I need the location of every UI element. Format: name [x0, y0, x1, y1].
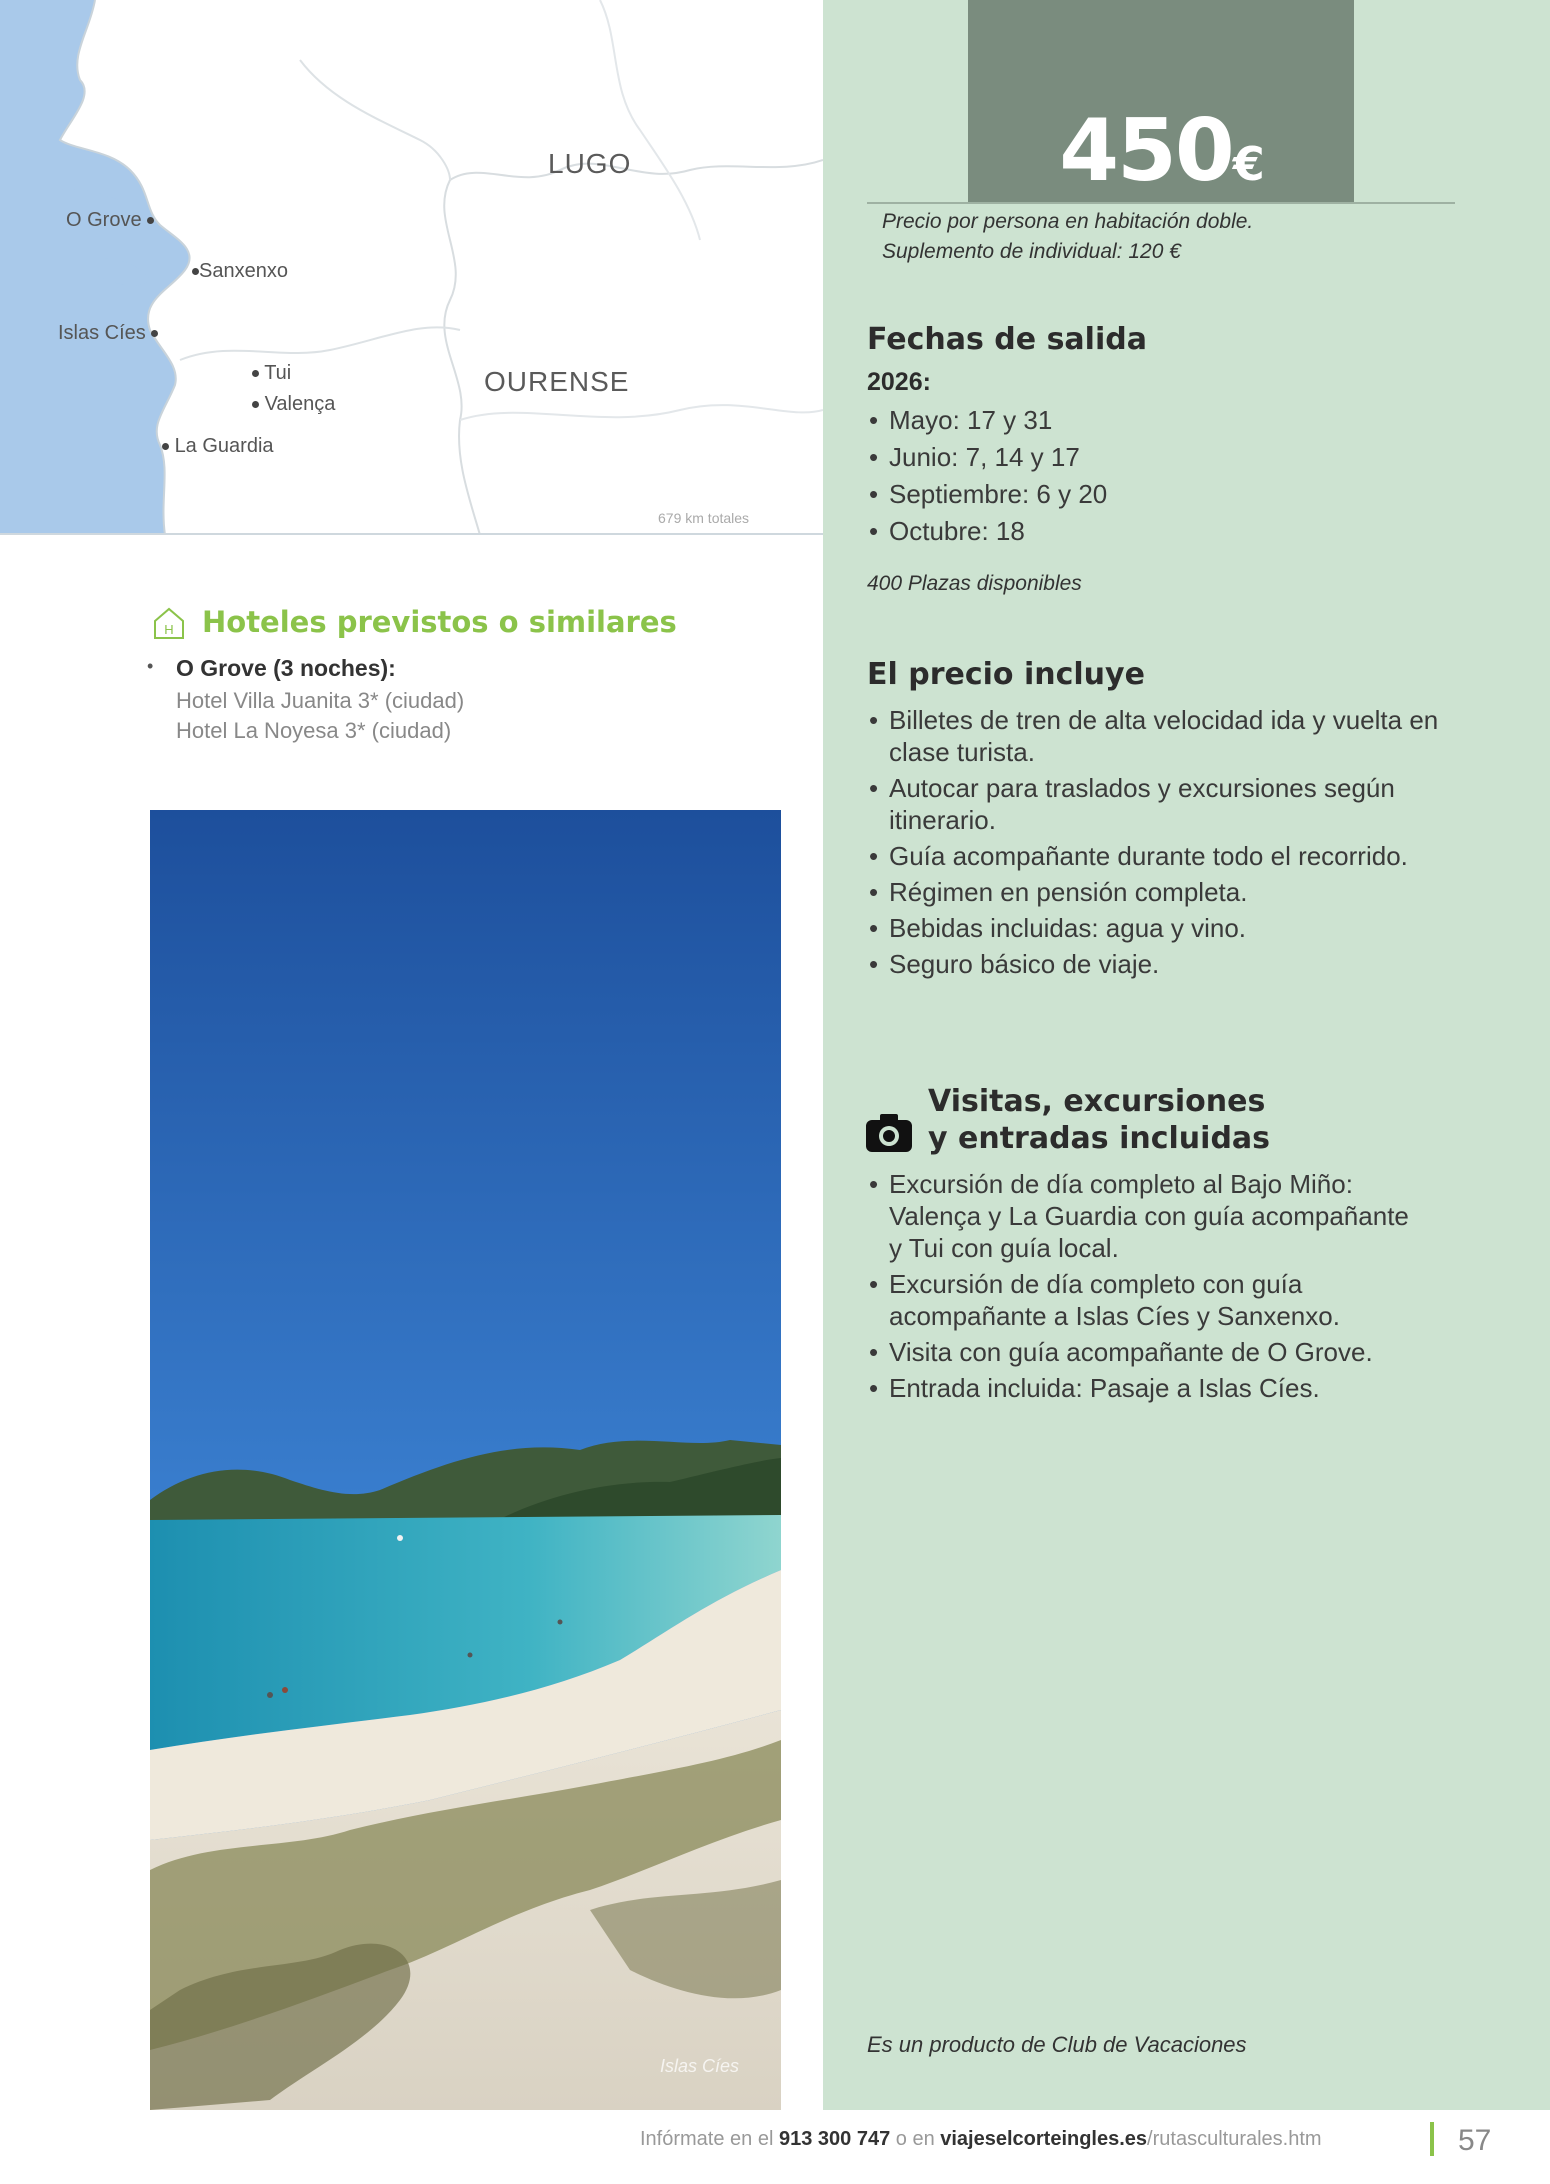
region-map: [0, 0, 823, 535]
list-item: • Visita con guía acompañante de O Grove.: [867, 1336, 1427, 1368]
list-item: • Autocar para traslados y excursiones según itinerario.: [867, 772, 1467, 836]
list-item: • Billetes de tren de alta velocidad ida y vuelta en clase turista.: [867, 704, 1467, 768]
list-item: • Guía acompañante durante todo el recorrido.: [867, 840, 1467, 872]
seats-available: 400 Plazas disponibles: [867, 572, 1082, 595]
list-item: • Bebidas incluidas: agua y vino.: [867, 912, 1467, 944]
map-marker-icon: [252, 401, 259, 408]
map-province-lugo: LUGO: [548, 148, 632, 179]
departures-title: Fechas de salida: [867, 322, 1147, 357]
map-marker-icon: [147, 217, 154, 224]
list-item: • Entrada incluida: Pasaje a Islas Cíes.: [867, 1372, 1427, 1404]
price-amount: 450€: [1059, 101, 1263, 201]
includes-title: El precio incluye: [867, 657, 1145, 692]
product-note: Es un producto de Club de Vacaciones: [867, 2032, 1247, 2057]
footer-contact: Infórmate en el 913 300 747 o en viajeselcorteingles.es/rutasculturales.htm: [640, 2128, 1322, 2150]
includes-list: [867, 704, 1467, 984]
visits-list: [867, 1168, 1427, 1408]
list-item: • Septiembre: 6 y 20: [867, 478, 1427, 510]
svg-text:H: H: [164, 622, 174, 637]
list-item: • Junio: 7, 14 y 17: [867, 441, 1427, 473]
map-town-islas-cies: Islas Cíes: [58, 322, 158, 345]
list-item: • Régimen en pensión completa.: [867, 876, 1467, 908]
map-marker-icon: [192, 268, 199, 275]
price-divider: [867, 202, 1455, 204]
map-marker-icon: [252, 370, 259, 377]
list-item: • Mayo: 17 y 31: [867, 404, 1427, 436]
map-town-tui: Tui: [252, 362, 291, 385]
visits-title-line2: y entradas incluidas: [928, 1121, 1271, 1156]
footer-site-path[interactable]: /rutasculturales.htm: [1147, 2128, 1322, 2150]
map-province-ourense: OURENSE: [484, 366, 630, 397]
hotel-icon: [152, 606, 186, 640]
price-currency: €: [1232, 137, 1263, 191]
info-panel: [823, 0, 1550, 2110]
beach-photo-graphic: [150, 810, 781, 2110]
hotel-name-la-noyesa: Hotel La Noyesa 3* (ciudad): [176, 718, 452, 743]
page-number: 57: [1458, 2124, 1492, 2157]
price-note-double: Precio por persona en habitación doble.: [882, 210, 1254, 233]
photo-caption: Islas Cíes: [660, 2056, 740, 2076]
map-town-la-guardia: La Guardia: [162, 435, 274, 458]
map-scale-note: 679 km totales: [658, 510, 750, 526]
list-item: • Excursión de día completo al Bajo Miño: Valença y La Guardia con guía acompañante y Tui con guía local.: [867, 1168, 1427, 1264]
map-marker-icon: [162, 443, 169, 450]
hotels-title: Hoteles previstos o similares: [202, 605, 677, 639]
footer-divider: [1430, 2122, 1434, 2156]
camera-icon: [866, 1114, 912, 1152]
visits-title-line1: Visitas, excursiones: [928, 1084, 1266, 1119]
map-graphic: [0, 0, 823, 535]
list-item: • Octubre: 18: [867, 515, 1427, 547]
departures-list: [867, 404, 1427, 552]
price-note-single: Suplemento de individual: 120 €: [882, 240, 1181, 263]
list-item: • Excursión de día completo con guía acompañante a Islas Cíes y Sanxenxo.: [867, 1268, 1427, 1332]
map-town-sanxenxo: Sanxenxo: [192, 260, 288, 283]
footer-site-link[interactable]: viajeselcorteingles.es: [940, 2128, 1148, 2150]
map-town-valenca: Valença: [252, 393, 335, 416]
map-marker-icon: [151, 330, 158, 337]
map-town-o-grove: O Grove: [66, 209, 154, 232]
hotel-name-villa-juanita: Hotel Villa Juanita 3* (ciudad): [176, 688, 465, 713]
list-item: • Seguro básico de viaje.: [867, 948, 1467, 980]
hotel-city: • O Grove (3 noches):: [152, 655, 396, 682]
footer-phone[interactable]: 913 300 747: [778, 2128, 891, 2150]
beach-photo: [150, 810, 781, 2110]
departures-year: 2026:: [867, 368, 931, 396]
